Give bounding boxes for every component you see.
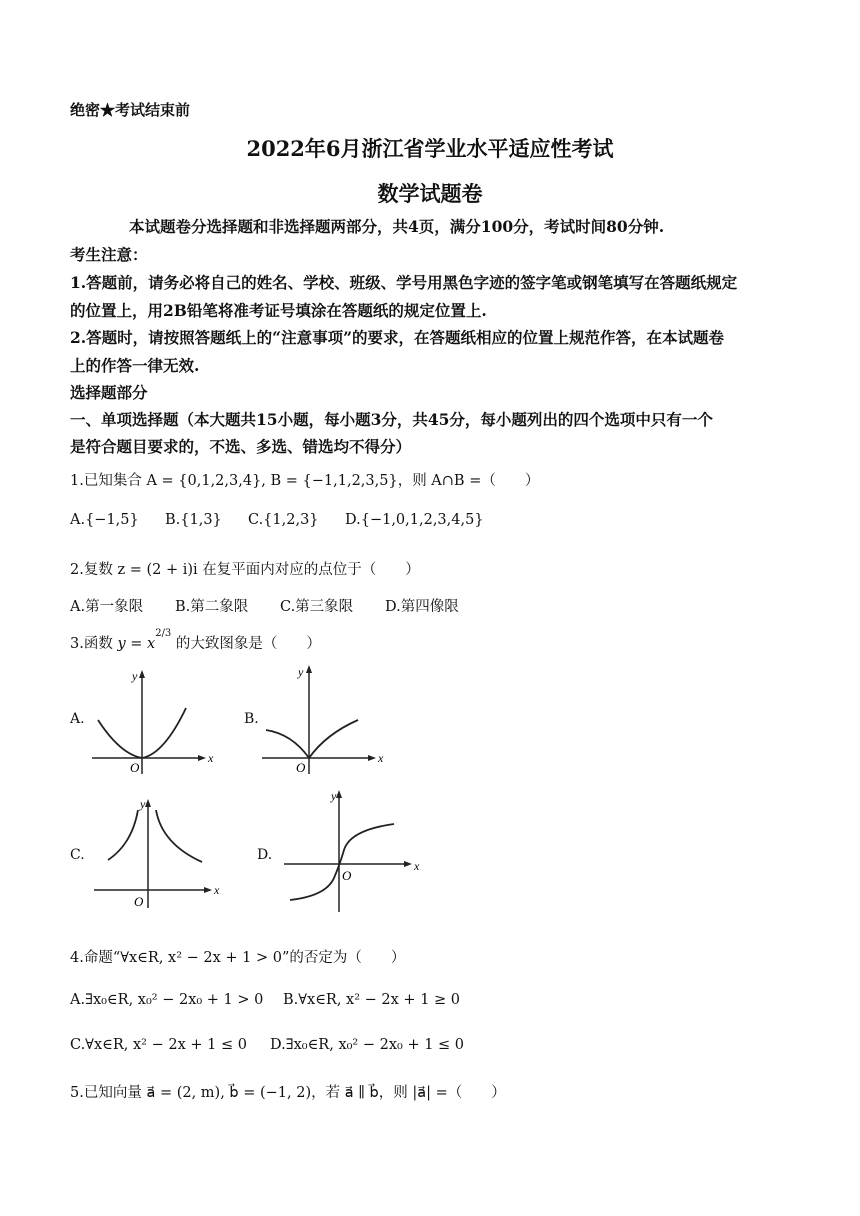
question-3-prefix: 3.函数	[70, 636, 113, 652]
question-3-option-c: C.	[70, 847, 85, 863]
question-1-stem: 1.已知集合 A = {0,1,2,3,4}, B = {−1,1,2,3,5}，则 A∩B =（ ）	[70, 473, 540, 489]
intro-summary: 本试题卷分选择题和非选择题两部分，共4页，满分100分，考试时间80分钟.	[129, 217, 665, 236]
graph-d-x-label: x	[414, 859, 420, 873]
question-1-option-d: D.{−1,0,1,2,3,4,5}	[345, 512, 484, 528]
question-2-option-c: C.第三象限	[280, 599, 354, 615]
confidential-label: 绝密★考试结束前	[70, 101, 191, 119]
question-3-formula: y = x	[117, 636, 156, 652]
graph-b	[262, 662, 392, 777]
graph-d	[282, 784, 427, 916]
note-1-line-2: 的位置上，用2B铅笔将准考证号填涂在答题纸的规定位置上.	[70, 301, 487, 320]
question-2-option-b: B.第二象限	[175, 599, 249, 615]
question-4-option-b: B.∀x∈R, x² − 2x + 1 ≥ 0	[283, 992, 461, 1008]
graph-c	[90, 792, 225, 912]
graph-b-x-label: x	[378, 751, 384, 765]
note-2-line-2: 上的作答一律无效.	[70, 356, 200, 375]
section-heading-line-2: 是符合题目要求的，不选、多选、错选均不得分）	[70, 437, 412, 456]
graph-b-y-label: y	[298, 665, 304, 679]
question-3-suffix: 的大致图象是（ ）	[175, 636, 321, 652]
graph-c-origin-label: O	[134, 894, 144, 909]
question-1-option-b: B.{1,3}	[165, 512, 222, 528]
note-2-line-1: 2.答题时，请按照答题纸上的“注意事项”的要求，在答题纸相应的位置上规范作答，在本试题卷	[70, 328, 725, 347]
exam-title: 2022年6月浙江省学业水平适应性考试	[246, 136, 614, 161]
question-1-option-a: A.{−1,5}	[70, 512, 139, 528]
graph-c-x-label: x	[214, 883, 220, 897]
question-4-option-a: A.∃x₀∈R, x₀² − 2x₀ + 1 > 0	[70, 992, 264, 1008]
question-4-option-c: C.∀x∈R, x² − 2x + 1 ≤ 0	[70, 1037, 247, 1053]
graph-d-y-label: y	[331, 789, 337, 803]
question-3-exponent: 2/3	[155, 628, 172, 640]
question-5-stem: 5.已知向量 a⃗ = (2, m), b⃗ = (−1, 2)，若 a⃗ ∥ b⃗，则 |a⃗| =（ ）	[70, 1085, 506, 1101]
question-2-option-d: D.第四像限	[385, 599, 459, 615]
question-3-option-a: A.	[70, 711, 85, 727]
graph-a	[90, 668, 220, 778]
note-1-line-1: 1.答题前，请务必将自己的姓名、学校、班级、学号用黑色字迹的签字笔或钢笔填写在答题纸规定	[70, 273, 738, 292]
question-4-option-d: D.∃x₀∈R, x₀² − 2x₀ + 1 ≤ 0	[270, 1037, 465, 1053]
question-1-option-c: C.{1,2,3}	[248, 512, 319, 528]
graph-b-origin-label: O	[296, 760, 306, 775]
question-3-stem	[70, 628, 321, 653]
question-2-option-a: A.第一象限	[70, 599, 144, 615]
graph-a-x-label: x	[208, 751, 214, 765]
question-3-option-d: D.	[257, 847, 273, 863]
section-heading-line-1: 一、单项选择题（本大题共15小题，每小题3分，共45分，每小题列出的四个选项中只有一个	[70, 410, 713, 429]
exam-subtitle: 数学试题卷	[377, 181, 483, 206]
question-2-stem: 2.复数 z = (2 + i)i 在复平面内对应的点位于（ ）	[70, 562, 420, 578]
graph-a-origin-label: O	[130, 760, 140, 775]
question-3-option-b: B.	[244, 711, 259, 727]
graph-d-origin-label: O	[342, 868, 352, 883]
notice-title: 考生注意：	[70, 245, 148, 264]
graph-a-y-label: y	[132, 669, 138, 683]
part-label: 选择题部分	[70, 383, 148, 402]
question-4-stem: 4.命题“∀x∈R, x² − 2x + 1 > 0”的否定为（ ）	[70, 950, 406, 966]
graph-c-y-label: y	[140, 797, 146, 811]
